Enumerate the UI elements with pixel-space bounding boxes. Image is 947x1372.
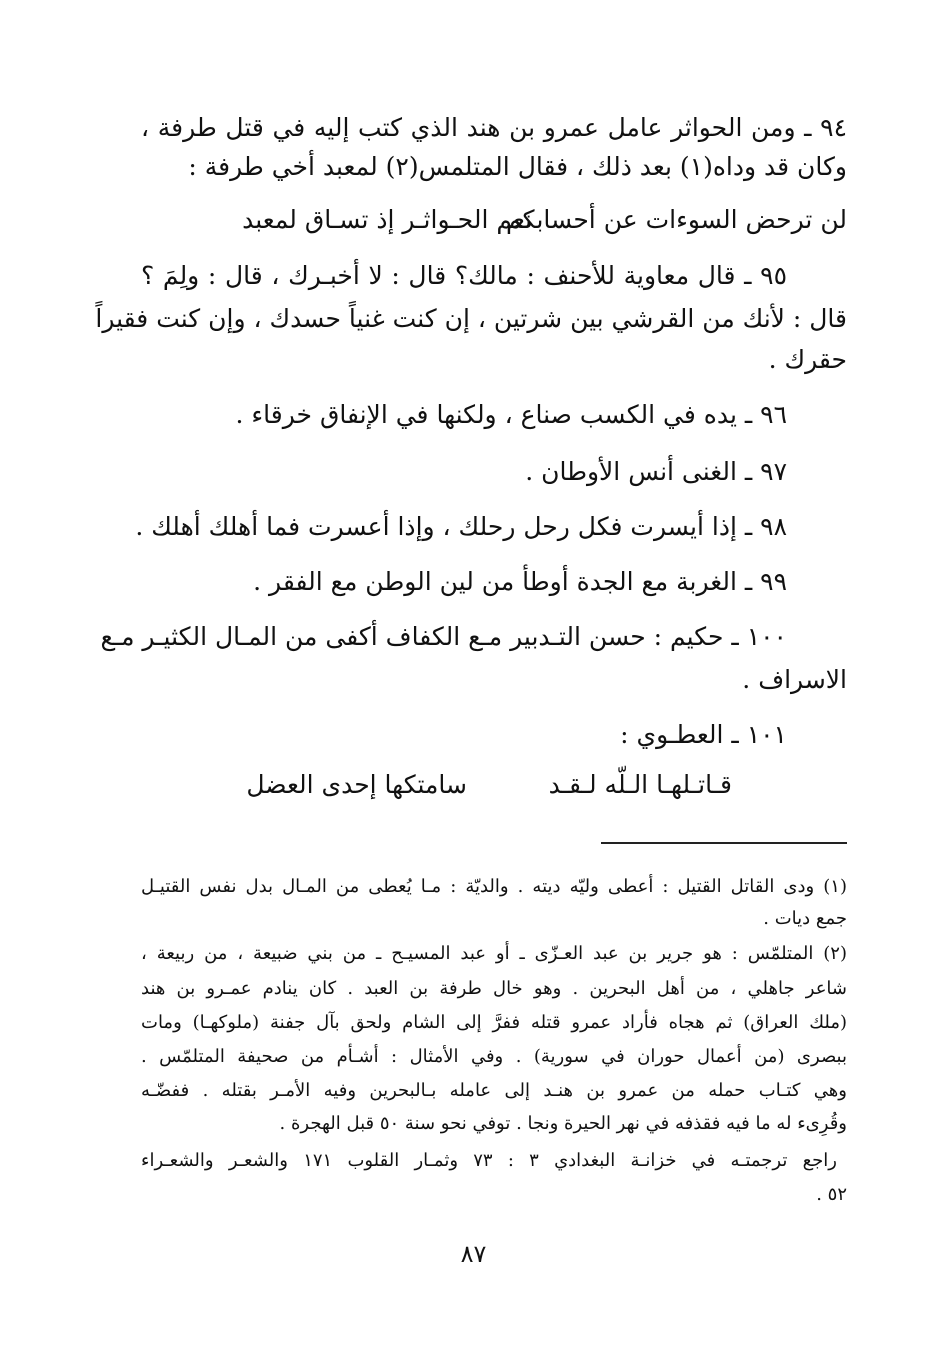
footnote-2-line-7: راجع ترجمتـه في خزانـة البغدادي ٣ : ٧٣ وثمـار القلوب ١٧١ والشعـر والشعـراء [141, 1150, 837, 1171]
footnote-2-line-5: وهي كتـاب حمله من عمرو بن هنـد إلى عامله بـالبحرين وفيه الأمـر بقتله . ففضّـه [141, 1080, 847, 1101]
footnote-separator [601, 842, 847, 844]
item-94-line-1: ٩٤ ـ ومن الحواثر عامل عمرو بن هند الذي كتب إليه في قتل طرفة ، [141, 113, 847, 142]
footnote-2-line-8: ٥٢ . [816, 1184, 847, 1205]
footnote-2-line-2: شاعر جاهلي ، من أهل البحرين . وهو خال طرفة بن العبد . كان ينادم عمـرو بن هند [141, 978, 847, 999]
verse-2-first-hemistich: قـاتـلهـا الـلّه لـقـد [548, 770, 732, 799]
item-97: ٩٧ ـ الغنى أنس الأوطان . [525, 457, 787, 486]
item-100-line-1: ١٠٠ ـ حكيم : حسن التـدبير مـع الكفاف أكفى من المـال الكثيـر مـع [100, 622, 787, 651]
item-99: ٩٩ ـ الغربة مع الجدة أوطأ من لين الوطن مع الفقر . [253, 567, 787, 596]
item-95-line-1: ٩٥ ـ قال معاوية للأحنف : مالك؟ قال : لا أخبـرك ، قال : ولِمَ ؟ [141, 261, 787, 290]
footnote-2-line-1: (٢) المتلمّس : هو جرير بن عبد العـزّى ـ أو عبد المسيـح ـ من بني ضبيعة ، من ربيعة ، [141, 943, 847, 964]
footnote-1-line-1: (١) ودى القاتل القتيل : أعطى وليّه ديته . والديّة : مـا يُعطى من المـال بدل نفس القتيـل [141, 876, 847, 897]
item-95-line-2: قال : لأنك من القرشي بين شرتين ، إن كنت غنياً حسدك ، وإن كنت فقيراً [95, 304, 847, 333]
verse-1-first-hemistich: لن ترحض السوءات عن أحسابكم [506, 205, 847, 234]
footnote-2-line-6: وقُرِىء له ما فيه فقذفه في نهر الحيرة ونجا . توفي نحو سنة ٥٠ قبل الهجرة . [279, 1113, 847, 1134]
footnote-2-line-4: ببصرى (من أعمال حوران في سورية) . وفي الأمثال : أشـأم من صحيفة المتلمّس . [141, 1046, 847, 1067]
item-98: ٩٨ ـ إذا أيسرت فكل رحل رحلك ، وإذا أعسرت فما أهلك أهلك . [135, 512, 787, 541]
item-95-line-3: حقرك . [768, 345, 847, 374]
item-100-line-2: الاسراف . [742, 665, 847, 694]
item-94-line-2: وكان قد وداه(١) بعد ذلك ، فقال المتلمس(٢) لمعبد أخي طرفة : [188, 152, 847, 181]
footnote-1-line-2: جمع ديات . [763, 908, 847, 929]
item-96: ٩٦ ـ يده في الكسب صناع ، ولكنها في الإنفاق خرقاء . [235, 400, 787, 429]
page-number: ٨٧ [460, 1240, 487, 1268]
item-101: ١٠١ ـ العطـوي : [620, 720, 787, 749]
verse-2-second-hemistich: سامتكها إحدى العضل [246, 770, 467, 799]
verse-1-second-hemistich: نعم الحـواثـر إذ تسـاق لمعبد [242, 205, 532, 234]
footnote-2-line-3: (ملك العراق) ثم هجاه فأراد عمرو قتله ففرَّ إلى الشام ولحق بآل جفنة (ملوكهـا) ومات [141, 1012, 847, 1033]
